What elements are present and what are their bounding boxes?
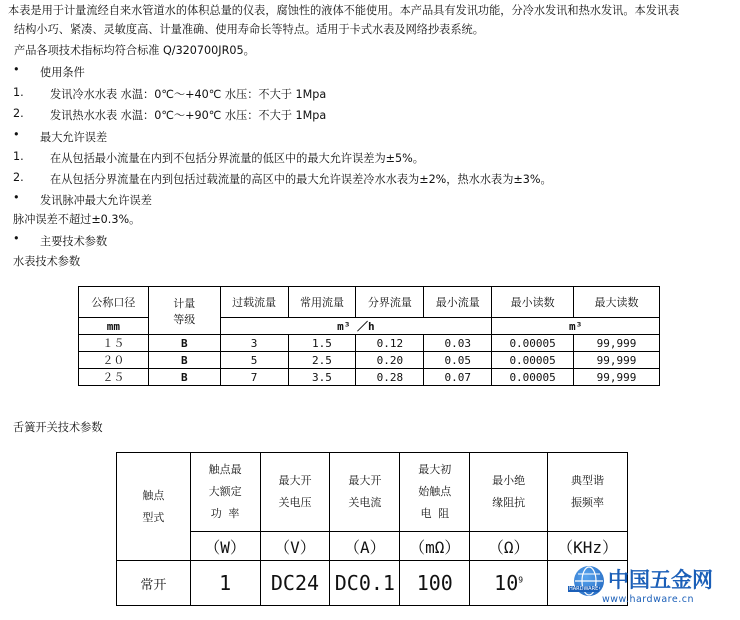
cell-max-reading: 99,999 bbox=[574, 352, 660, 369]
header-resistance-1: 最大初 bbox=[418, 463, 452, 476]
header-grade-line-1: 计量 bbox=[173, 296, 196, 310]
cell-min-flow: 0.03 bbox=[424, 335, 492, 352]
header-contact-type bbox=[117, 453, 191, 561]
bullet-icon: • bbox=[13, 191, 20, 204]
header-power-2: 大额定 bbox=[208, 485, 242, 498]
header-current-2: 关电流 bbox=[348, 496, 382, 509]
intro-line-1: 本表是用于计量流经自来水管道水的体积总量的仪表，腐蚀性的液体不能使用。本产品具有发讯功能，分冷水发讯和热水发讯。本发讯表 bbox=[8, 4, 680, 17]
cell-min-reading: 0.00005 bbox=[492, 369, 574, 386]
header-resistance-2: 始触点 bbox=[418, 485, 452, 498]
params-title: 主要技术参数 bbox=[40, 235, 108, 248]
cell-diameter: １５ bbox=[79, 335, 149, 352]
error-title: 最大允许误差 bbox=[40, 131, 108, 144]
cell-min-flow: 0.07 bbox=[424, 369, 492, 386]
header-voltage-1: 最大开 bbox=[278, 474, 312, 487]
unit-reading: m³ bbox=[492, 318, 660, 335]
table-row bbox=[79, 369, 660, 386]
usage-num-2: 2. bbox=[13, 107, 24, 120]
header-frequency bbox=[548, 453, 628, 532]
header-frequency-1: 典型谐 bbox=[571, 474, 605, 487]
usage-item-2: 发讯热水水表 水温：0℃～+90℃ 水压：不大于 1Mpa bbox=[50, 109, 327, 122]
cell-insulation bbox=[470, 561, 548, 606]
header-grade bbox=[148, 287, 220, 335]
header-resistance-3: 电 阻 bbox=[420, 507, 450, 520]
cell-min-reading: 0.00005 bbox=[492, 335, 574, 352]
header-frequency-2: 振频率 bbox=[571, 496, 605, 509]
watermark bbox=[568, 564, 734, 608]
cell-boundary: 0.20 bbox=[356, 352, 424, 369]
header-voltage-2: 关电压 bbox=[278, 496, 312, 509]
cell-power: 1 bbox=[190, 561, 260, 606]
unit-insulation: （Ω） bbox=[470, 532, 548, 561]
cell-grade: B bbox=[148, 352, 220, 369]
cell-overload: 3 bbox=[220, 335, 288, 352]
header-power-3: 功 率 bbox=[210, 507, 240, 520]
header-insulation-1: 最小绝 bbox=[492, 474, 526, 487]
cell-grade: B bbox=[148, 369, 220, 386]
cell-common: 2.5 bbox=[288, 352, 356, 369]
header-boundary: 分界流量 bbox=[356, 287, 424, 318]
cell-voltage: DC24 bbox=[260, 561, 330, 606]
error-num-1: 1. bbox=[13, 150, 24, 163]
cell-diameter: ２０ bbox=[79, 352, 149, 369]
cell-min-flow: 0.05 bbox=[424, 352, 492, 369]
header-insulation bbox=[470, 453, 548, 532]
unit-resistance: （mΩ） bbox=[400, 532, 470, 561]
cell-common: 1.5 bbox=[288, 335, 356, 352]
header-contact-type-1: 触点 bbox=[142, 488, 165, 502]
reed-switch-table bbox=[116, 452, 628, 606]
watermark-name: 中国五金网 bbox=[608, 568, 713, 592]
header-voltage bbox=[260, 453, 330, 532]
header-power-1: 触点最 bbox=[208, 463, 242, 476]
header-insulation-2: 缘阻抗 bbox=[492, 496, 526, 509]
table-row bbox=[79, 352, 660, 369]
header-min-flow: 最小流量 bbox=[424, 287, 492, 318]
unit-power: （W） bbox=[190, 532, 260, 561]
error-item-2: 在从包括分界流量在内到包括过载流量的高区中的最大允许误差冷水水表为±2%，热水水表为±3%。 bbox=[50, 173, 552, 186]
insulation-exp: 9 bbox=[518, 575, 524, 585]
unit-voltage: （V） bbox=[260, 532, 330, 561]
intro-line-3: 产品各项技术指标均符合标准 Q/320700JR05。 bbox=[14, 44, 255, 57]
cell-grade: B bbox=[148, 335, 220, 352]
error-num-2: 2. bbox=[13, 171, 24, 184]
cell-overload: 5 bbox=[220, 352, 288, 369]
cell-min-reading: 0.00005 bbox=[492, 352, 574, 369]
cell-current: DC0.1 bbox=[330, 561, 400, 606]
bullet-icon: • bbox=[13, 128, 20, 141]
water-meter-table bbox=[78, 286, 660, 386]
intro-line-2: 结构小巧、紧凑、灵敏度高、计量准确、使用寿命长等特点。适用于卡式水表及网络抄表系统。 bbox=[14, 23, 484, 36]
header-max-reading: 最大读数 bbox=[574, 287, 660, 318]
table-row bbox=[79, 335, 660, 352]
header-current bbox=[330, 453, 400, 532]
pulse-text: 脉冲误差不超过±0.3%。 bbox=[13, 213, 141, 226]
header-common: 常用流量 bbox=[288, 287, 356, 318]
cell-diameter: ２５ bbox=[79, 369, 149, 386]
usage-title: 使用条件 bbox=[40, 66, 85, 79]
unit-flow: m³ ／h bbox=[220, 318, 492, 335]
cell-boundary: 0.28 bbox=[356, 369, 424, 386]
watermark-url: www.hardware.cn bbox=[602, 594, 694, 605]
cell-boundary: 0.12 bbox=[356, 335, 424, 352]
cell-common: 3.5 bbox=[288, 369, 356, 386]
error-item-1: 在从包括最小流量在内到不包括分界流量的低区中的最大允许误差为±5%。 bbox=[50, 152, 424, 165]
cell-max-reading: 99,999 bbox=[574, 369, 660, 386]
header-contact-type-2: 型式 bbox=[142, 510, 165, 524]
cell-resistance: 100 bbox=[400, 561, 470, 606]
cell-type: 常开 bbox=[117, 561, 191, 606]
bullet-icon: • bbox=[13, 232, 20, 245]
pulse-title: 发讯脉冲最大允许误差 bbox=[40, 194, 152, 207]
unit-current: （A） bbox=[330, 532, 400, 561]
cell-overload: 7 bbox=[220, 369, 288, 386]
watermark-brand: HARDWARE bbox=[569, 586, 599, 592]
usage-num-1: 1. bbox=[13, 86, 24, 99]
cell-max-reading: 99,999 bbox=[574, 335, 660, 352]
header-min-reading: 最小读数 bbox=[492, 287, 574, 318]
insulation-base: 10 bbox=[494, 571, 519, 595]
header-diameter: 公称口径 bbox=[79, 287, 149, 318]
header-power bbox=[190, 453, 260, 532]
unit-frequency: （KHz） bbox=[548, 532, 628, 561]
bullet-icon: • bbox=[13, 63, 20, 76]
usage-item-1: 发讯冷水水表 水温：0℃～+40℃ 水压：不大于 1Mpa bbox=[50, 88, 327, 101]
water-table-title: 水表技术参数 bbox=[13, 255, 81, 268]
header-resistance bbox=[400, 453, 470, 532]
unit-diameter: mm bbox=[79, 318, 149, 335]
header-overload: 过载流量 bbox=[220, 287, 288, 318]
header-current-1: 最大开 bbox=[348, 474, 382, 487]
reed-table-title: 舌簧开关技术参数 bbox=[13, 421, 103, 434]
header-grade-line-2: 等级 bbox=[173, 312, 196, 326]
table-row bbox=[117, 561, 628, 606]
